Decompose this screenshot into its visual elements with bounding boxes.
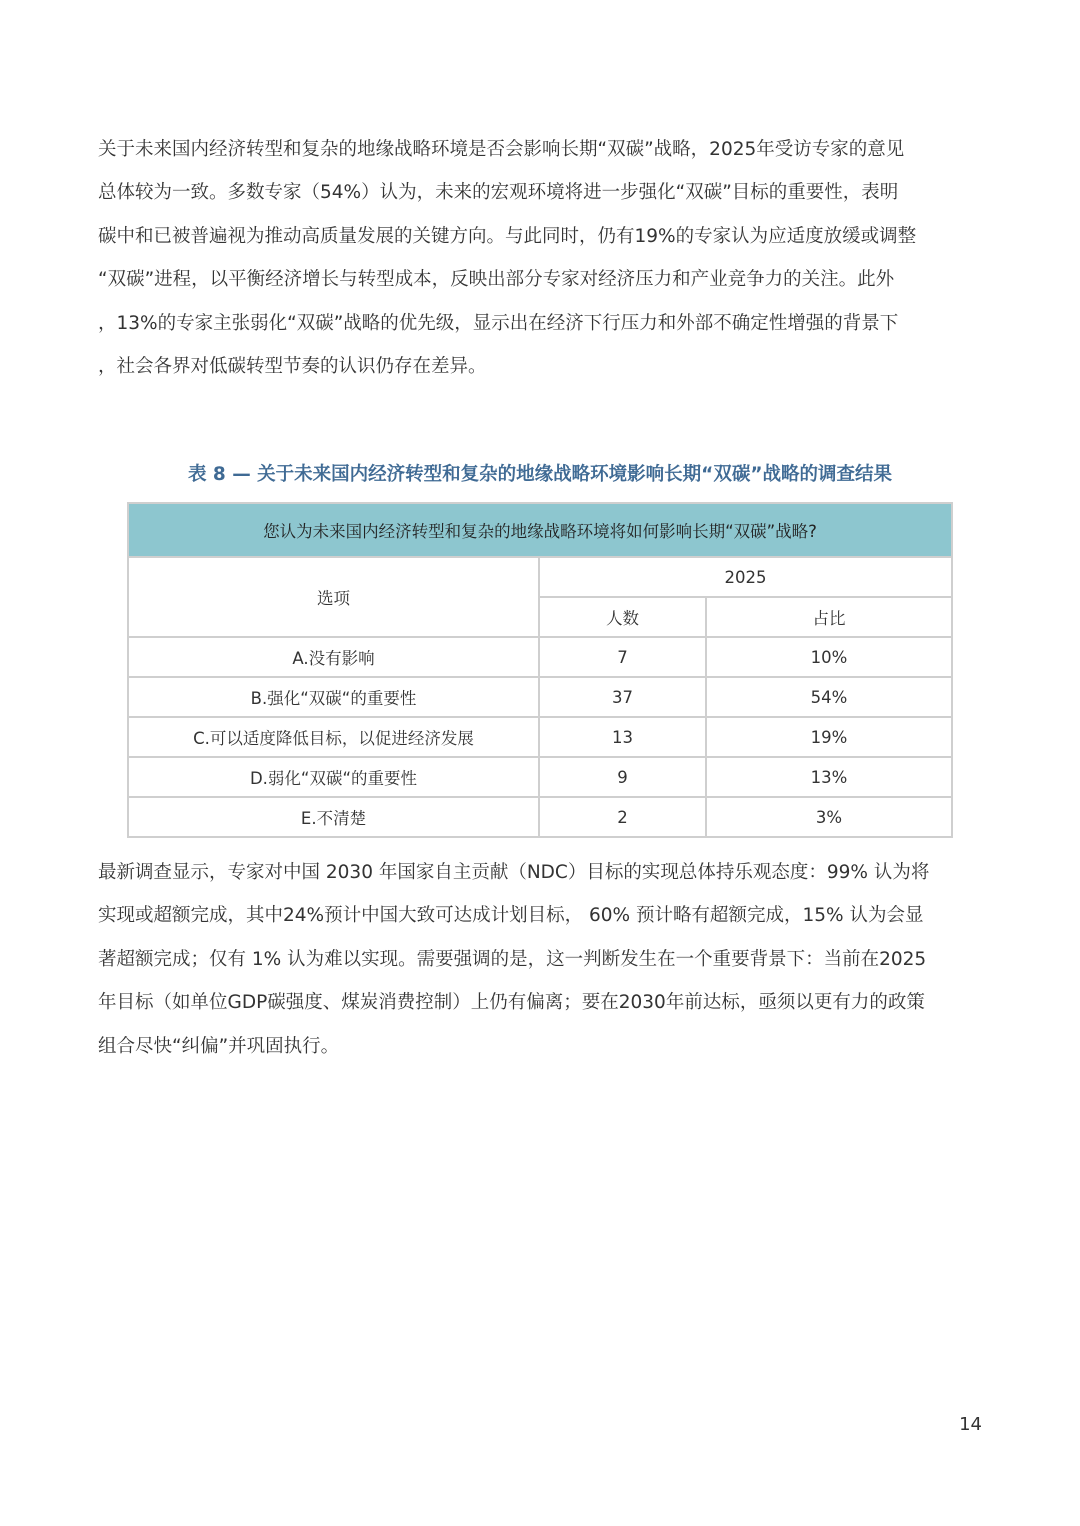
count-cell: 2 — [539, 797, 706, 837]
paragraph-line: 关于未来国内经济转型和复杂的地缘战略环境是否会影响长期“双碳”战略，2025年受访专家的意见 — [98, 139, 905, 160]
table-caption: 表 8 — 关于未来国内经济转型和复杂的地缘战略环境影响长期“双碳”战略的调查结果 — [187, 464, 892, 485]
share-cell: 3% — [706, 797, 952, 837]
share-cell: 54% — [706, 677, 952, 717]
option-cell: A.没有影响 — [128, 637, 539, 677]
count-cell: 9 — [539, 757, 706, 797]
count-cell: 7 — [539, 637, 706, 677]
table-header-row — [128, 557, 952, 597]
paragraph-line: 年目标（如单位GDP碳强度、煤炭消费控制）上仍有偏离；要在2030年前达标，亟须以更有力的政策 — [98, 992, 925, 1014]
count-cell: 37 — [539, 677, 706, 717]
share-cell: 13% — [706, 757, 952, 797]
page-number: 14 — [959, 1414, 982, 1435]
share-cell: 10% — [706, 637, 952, 677]
option-header: 选项 — [128, 557, 539, 637]
paragraph-line: ，13%的专家主张弱化“双碳”战略的优先级，显示出在经济下行压力和外部不确定性增强的背景下 — [98, 312, 899, 334]
paragraph-line: 组合尽快“纠偏”并巩固执行。 — [98, 1035, 340, 1057]
option-cell: B.强化“双碳“的重要性 — [128, 677, 539, 717]
paragraph-line: 总体较为一致。多数专家（54%）认为，未来的宏观环境将进一步强化“双碳”目标的重要性，表明 — [98, 182, 899, 204]
table-question: 您认为未来国内经济转型和复杂的地缘战略环境将如何影响长期“双碳”战略? — [128, 503, 952, 557]
table-question-row — [128, 503, 952, 557]
option-cell: E.不清楚 — [128, 797, 539, 837]
paragraph-line: 实现或超额完成，其中24%预计中国大致可达成计划目标， 60% 预计略有超额完成，15% 认为会显 — [98, 905, 924, 927]
table-row — [128, 797, 952, 837]
year-header: 2025 — [539, 557, 952, 597]
table-row — [128, 757, 952, 797]
table-row — [128, 637, 952, 677]
count-cell: 13 — [539, 717, 706, 757]
option-cell: C.可以适度降低目标，以促进经济发展 — [128, 717, 539, 757]
share-cell: 19% — [706, 717, 952, 757]
survey-table — [127, 502, 953, 838]
ndc-paragraph — [98, 851, 982, 1068]
share-header: 占比 — [706, 597, 952, 637]
paragraph-line: 著超额完成；仅有 1% 认为难以实现。需要强调的是，这一判断发生在一个重要背景下：当前在2025 — [98, 948, 927, 970]
count-header: 人数 — [539, 597, 706, 637]
intro-paragraph — [98, 128, 982, 388]
table-row — [128, 717, 952, 757]
paragraph-line: “双碳”进程，以平衡经济增长与转型成本，反映出部分专家对经济压力和产业竞争力的关注。此外 — [98, 269, 895, 291]
paragraph-line: 碳中和已被普遍视为推动高质量发展的关键方向。与此同时，仍有19%的专家认为应适度放缓或调整 — [98, 225, 917, 247]
option-cell: D.弱化“双碳“的重要性 — [128, 757, 539, 797]
paragraph-line: 最新调查显示，专家对中国 2030 年国家自主贡献（NDC）目标的实现总体持乐观态度：99% 认为将 — [98, 862, 930, 883]
table-row — [128, 677, 952, 717]
paragraph-line: ，社会各界对低碳转型节奏的认识仍存在差异。 — [98, 356, 487, 378]
